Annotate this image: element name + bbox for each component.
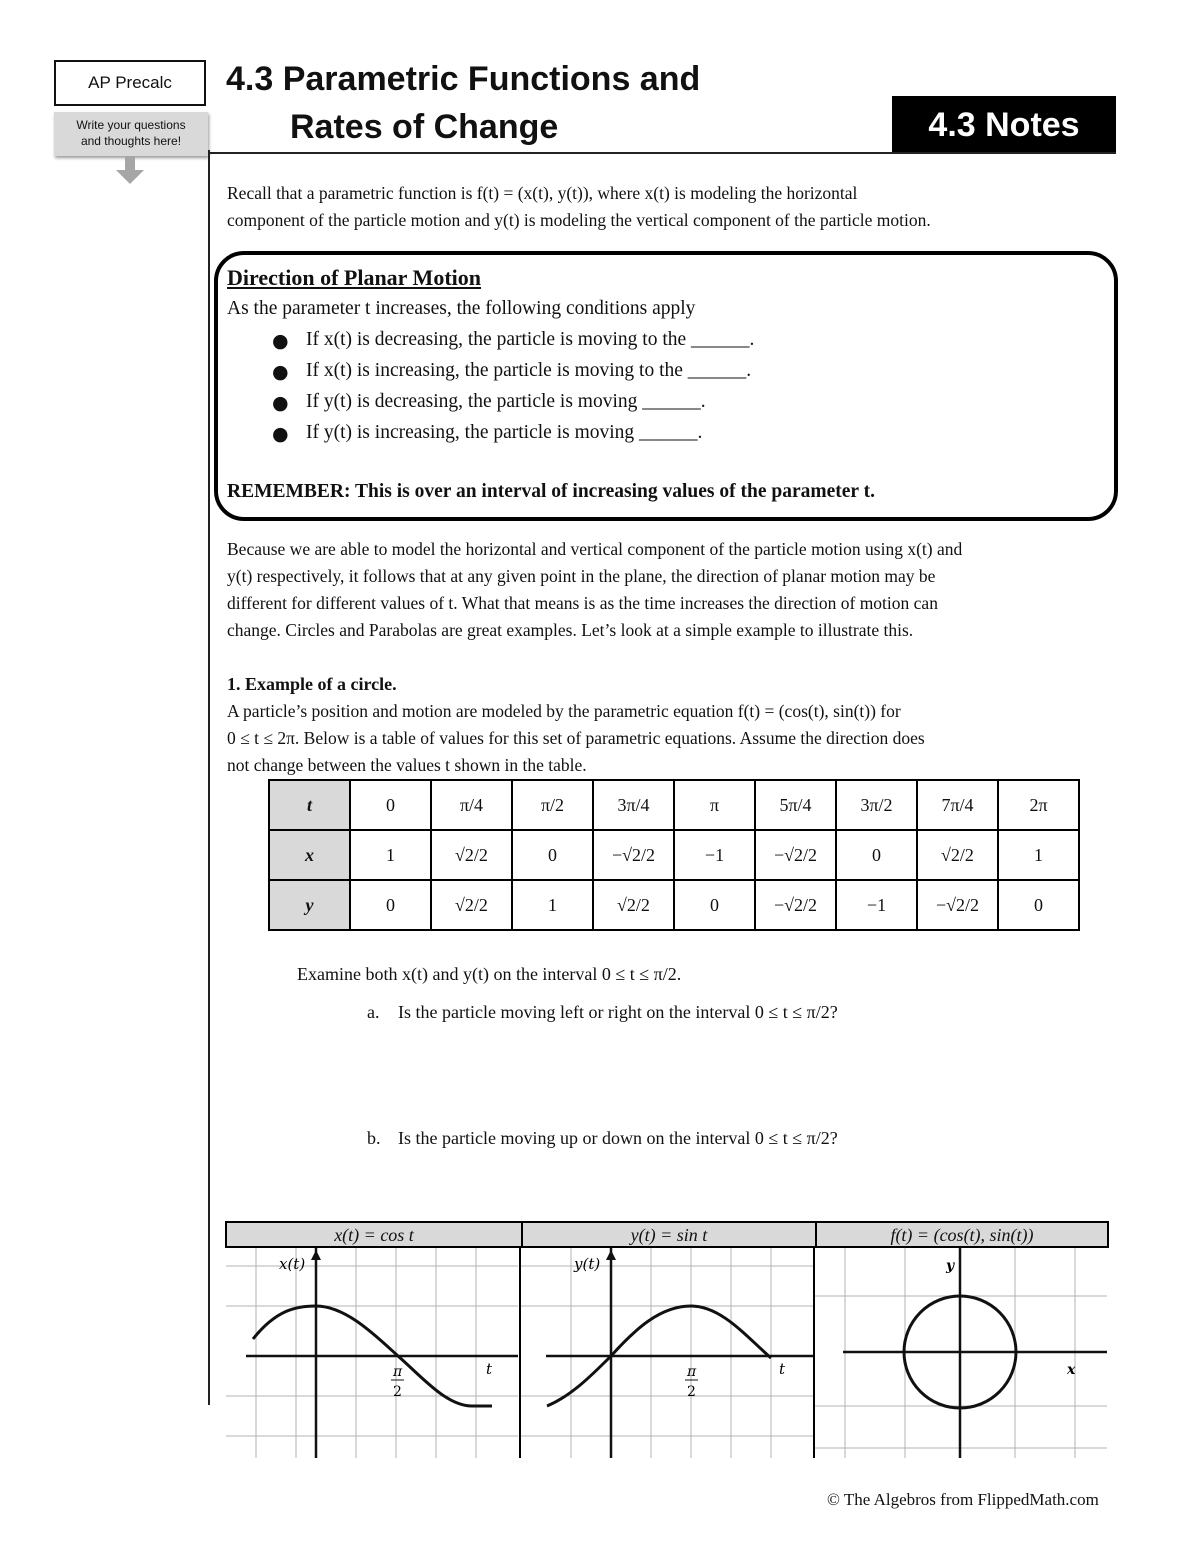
table-cell: −√2/2 bbox=[593, 830, 674, 880]
intro-line2: component of the particle motion and y(t) is modeling the vertical component of the particle motion. bbox=[227, 210, 931, 230]
g2-ylabel: y(t) bbox=[574, 1255, 601, 1273]
graph-header-sin: y(t) = sin t bbox=[523, 1223, 817, 1246]
explanation-line2: y(t) respectively, it follows that at any given point in the plane, the direction of planar motion may be bbox=[227, 566, 936, 586]
g1-tick-den: 2 bbox=[393, 1384, 402, 1400]
example-line2: 0 ≤ t ≤ 2π. Below is a table of values for this set of parametric equations. Assume the direction does bbox=[227, 728, 925, 748]
explanation-paragraph bbox=[227, 536, 962, 644]
graphs-header bbox=[225, 1221, 1109, 1248]
margin-rule bbox=[208, 150, 210, 1405]
table-cell: 1 bbox=[512, 880, 593, 930]
g3-ylabel: y bbox=[946, 1258, 955, 1274]
table-row-t bbox=[269, 780, 1079, 830]
intro-line1: Recall that a parametric function is f(t) = (x(t), y(t)), where x(t) is modeling the horizontal bbox=[227, 183, 858, 203]
direction-lead: As the parameter t increases, the following conditions apply bbox=[227, 298, 696, 319]
bullet-icon: ● bbox=[272, 392, 289, 414]
table-cell: 3π/2 bbox=[836, 780, 917, 830]
bullet-y-increasing: If y(t) is increasing, the particle is moving ______. bbox=[306, 422, 703, 443]
table-cell: −√2/2 bbox=[755, 830, 836, 880]
example-heading: 1. Example of a circle. bbox=[227, 674, 397, 694]
graph-header-circle: f(t) = (cos(t), sin(t)) bbox=[890, 1225, 1034, 1245]
course-label: AP Precalc bbox=[88, 73, 172, 92]
example-paragraph bbox=[227, 698, 925, 779]
table-cell: −√2/2 bbox=[755, 880, 836, 930]
bullet-x-increasing: If x(t) is increasing, the particle is moving to the ______. bbox=[306, 360, 752, 381]
question-a-label: a. bbox=[367, 1002, 380, 1022]
g2-tick-num: π bbox=[687, 1364, 697, 1380]
table-cell: 1 bbox=[998, 830, 1079, 880]
intro-paragraph bbox=[227, 180, 931, 234]
table-cell: 7π/4 bbox=[917, 780, 998, 830]
graph-header-cos: x(t) = cos t bbox=[227, 1223, 523, 1246]
g2-tick-den: 2 bbox=[687, 1384, 696, 1400]
table-cell: 3π/4 bbox=[593, 780, 674, 830]
explanation-line4: change. Circles and Parabolas are great examples. Let’s look at a simple example to illustrate this. bbox=[227, 620, 914, 640]
table-cell: 0 bbox=[350, 880, 431, 930]
margin-note bbox=[54, 112, 208, 156]
table-cell: 0 bbox=[674, 880, 755, 930]
table-cell: 1 bbox=[350, 830, 431, 880]
explanation-line1: Because we are able to model the horizontal and vertical component of the particle motion using x(t) and bbox=[227, 539, 963, 559]
table-cell: 0 bbox=[512, 830, 593, 880]
g1-xlabel: t bbox=[486, 1360, 493, 1378]
g1-ylabel: x(t) bbox=[279, 1255, 306, 1273]
bullet-icon: ● bbox=[272, 330, 289, 352]
notes-badge: 4.3 Notes bbox=[892, 96, 1116, 154]
example-line1: A particle’s position and motion are modeled by the parametric equation f(t) = (cos(t), sin(t)) for bbox=[227, 701, 901, 721]
table-cell: √2/2 bbox=[431, 880, 512, 930]
table-cell: −1 bbox=[674, 830, 755, 880]
bullet-icon: ● bbox=[272, 361, 289, 383]
table-header-x: x bbox=[269, 830, 350, 880]
question-b-label: b. bbox=[367, 1128, 381, 1148]
footer-copyright: © The Algebros from FlippedMath.com bbox=[827, 1490, 1099, 1509]
sin-graph bbox=[521, 1248, 813, 1458]
cos-graph bbox=[226, 1248, 518, 1458]
title-rule bbox=[210, 152, 1116, 154]
table-cell: −1 bbox=[836, 880, 917, 930]
table-cell: 0 bbox=[836, 830, 917, 880]
bullet-icon: ● bbox=[272, 423, 289, 445]
example-line3: not change between the values t shown in the table. bbox=[227, 755, 587, 775]
table-cell: 0 bbox=[350, 780, 431, 830]
question-a-text: Is the particle moving left or right on the interval 0 ≤ t ≤ π/2? bbox=[398, 1002, 838, 1022]
table-cell: √2/2 bbox=[431, 830, 512, 880]
table-header-y: y bbox=[269, 880, 350, 930]
table-cell: π bbox=[674, 780, 755, 830]
g3-xlabel: x bbox=[1067, 1362, 1076, 1378]
course-label-box bbox=[54, 60, 206, 106]
table-row-y bbox=[269, 880, 1079, 930]
table-cell: −√2/2 bbox=[917, 880, 998, 930]
circle-graph bbox=[815, 1248, 1107, 1458]
down-arrow-icon bbox=[116, 156, 146, 186]
direction-heading: Direction of Planar Motion bbox=[227, 265, 481, 290]
question-b-text: Is the particle moving up or down on the interval 0 ≤ t ≤ π/2? bbox=[398, 1128, 838, 1148]
margin-note-line2: and thoughts here! bbox=[80, 134, 182, 148]
values-table bbox=[268, 779, 1080, 931]
table-cell: √2/2 bbox=[917, 830, 998, 880]
table-cell: 2π bbox=[998, 780, 1079, 830]
g1-tick-num: π bbox=[393, 1364, 403, 1380]
remember-note: REMEMBER: This is over an interval of increasing values of the parameter t. bbox=[227, 481, 875, 502]
examine-prompt: Examine both x(t) and y(t) on the interval 0 ≤ t ≤ π/2. bbox=[297, 964, 682, 984]
page-title-line2: Rates of Change bbox=[290, 108, 559, 146]
table-cell: 0 bbox=[998, 880, 1079, 930]
table-row-x bbox=[269, 830, 1079, 880]
table-cell: π/4 bbox=[431, 780, 512, 830]
page-title-line1: 4.3 Parametric Functions and bbox=[226, 60, 701, 98]
g2-xlabel: t bbox=[779, 1360, 786, 1378]
table-cell: π/2 bbox=[512, 780, 593, 830]
table-header-t: t bbox=[269, 780, 350, 830]
bullet-y-decreasing: If y(t) is decreasing, the particle is moving ______. bbox=[306, 391, 706, 412]
explanation-line3: different for different values of t. What that means is as the time increases the direction of motion can bbox=[227, 593, 938, 613]
table-cell: 5π/4 bbox=[755, 780, 836, 830]
margin-note-line1: Write your questions bbox=[76, 118, 186, 132]
table-cell: √2/2 bbox=[593, 880, 674, 930]
bullet-x-decreasing: If x(t) is decreasing, the particle is moving to the ______. bbox=[306, 329, 755, 350]
